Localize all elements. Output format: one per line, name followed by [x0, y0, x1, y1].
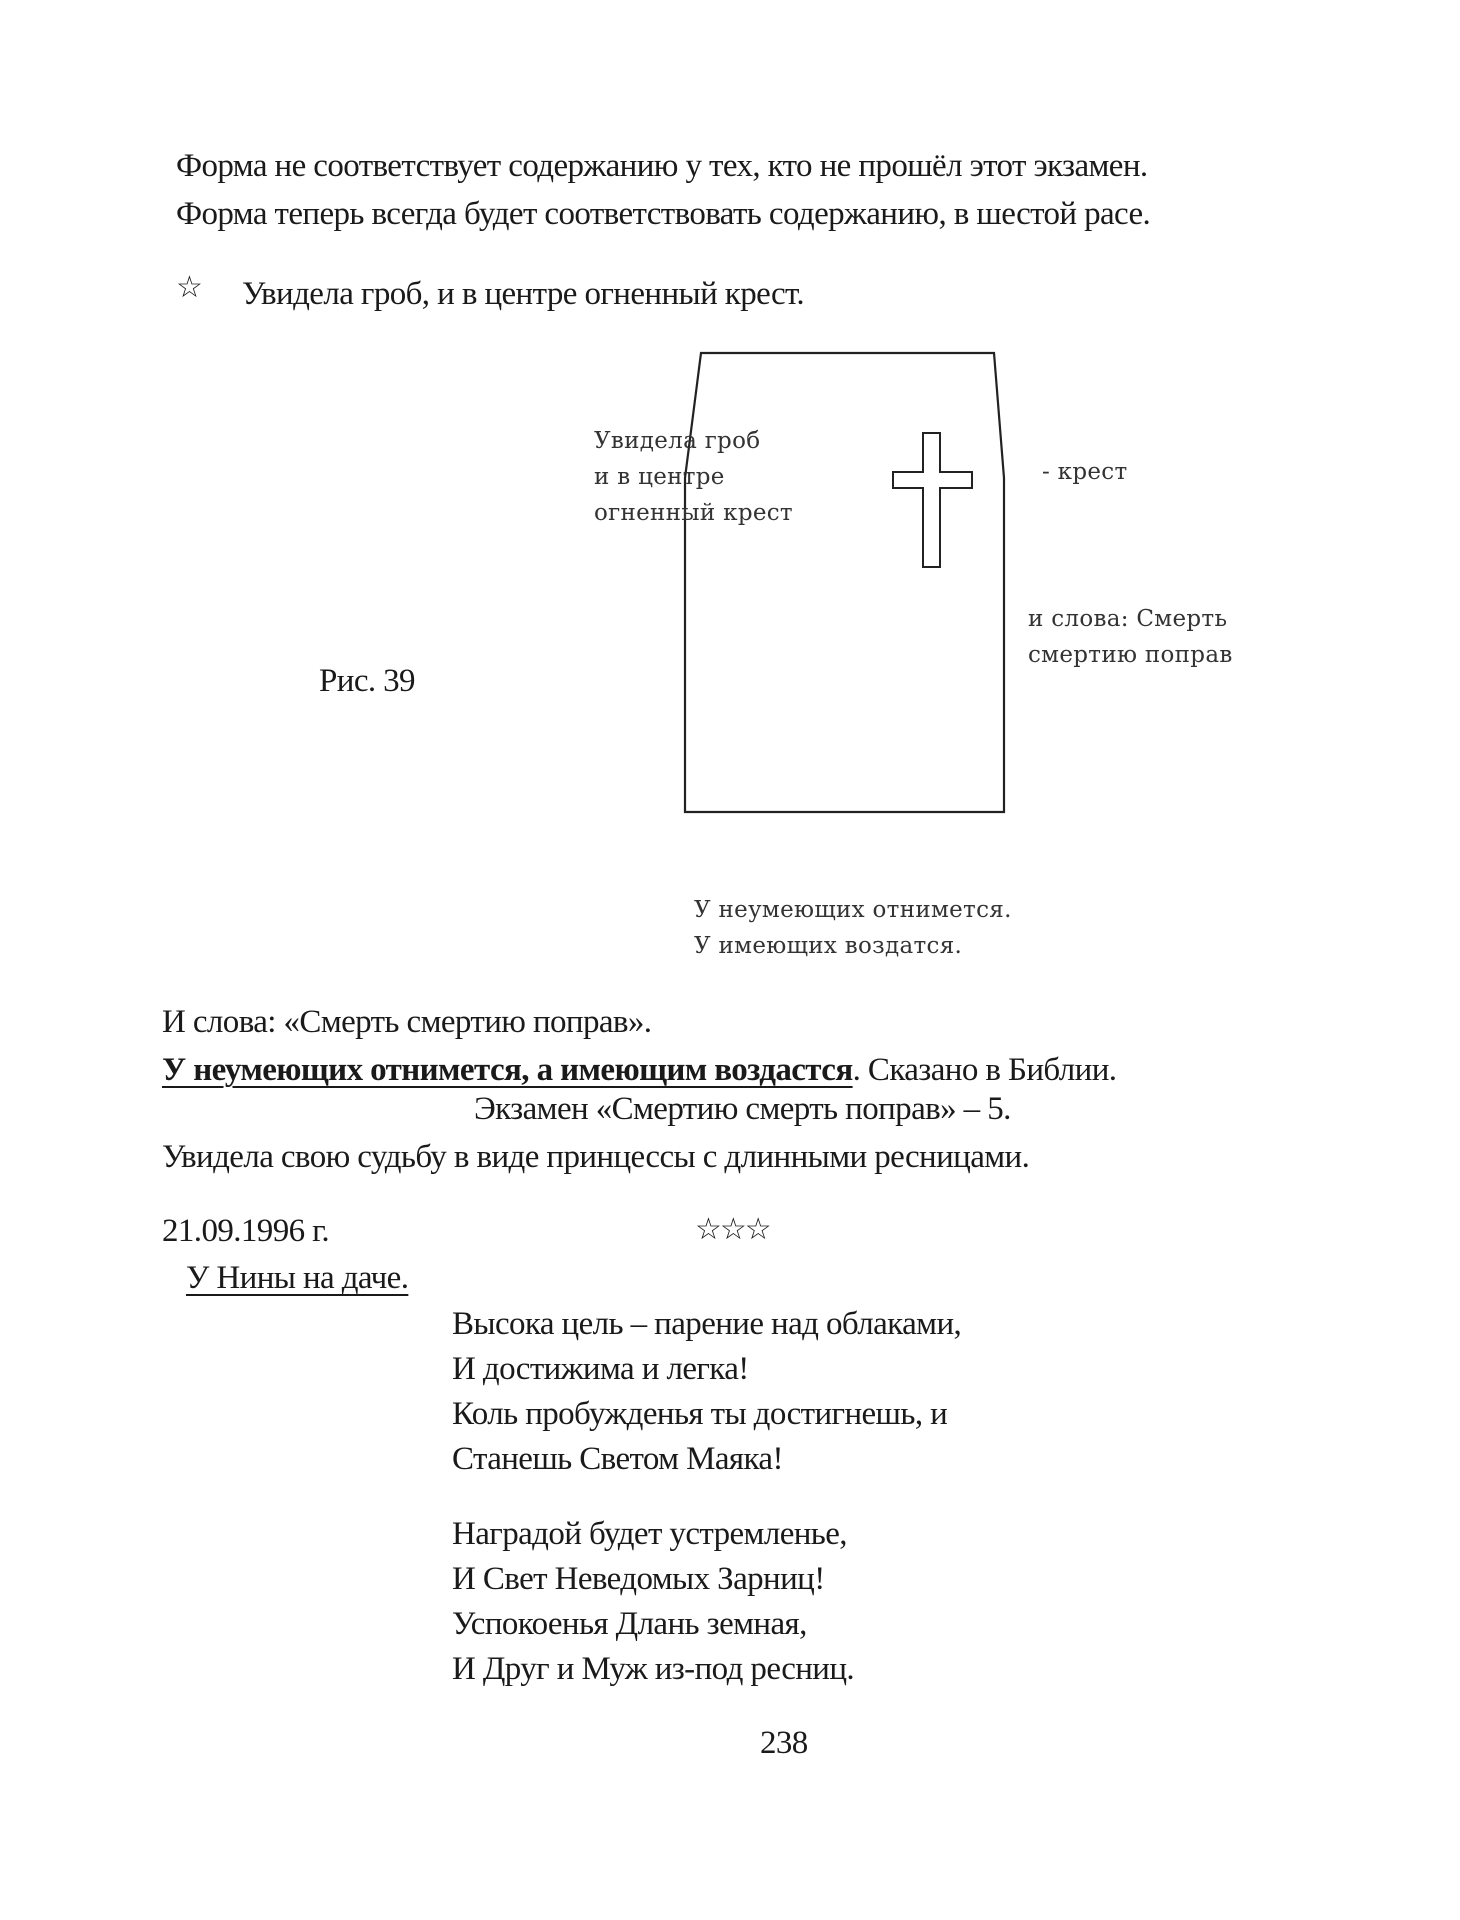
figure-left-label-2: и в центре [594, 464, 725, 490]
poem-line: Высока цель – парение над облаками, [452, 1306, 962, 1342]
figure-right-label-2: смертию поправ [1028, 642, 1233, 668]
poem-line: Наградой будет устремленье, [452, 1516, 847, 1552]
cross-icon [893, 433, 972, 567]
figure-caption: Рис. 39 [319, 663, 415, 699]
coffin-outline [685, 353, 1004, 812]
three-stars-icon: ☆☆☆ [695, 1213, 770, 1246]
paragraph-form-2: Форма теперь всегда будет соответствовать содержанию, в шестой расе. [176, 196, 1151, 232]
figure-cross-label: - крест [1042, 459, 1128, 485]
star-icon: ☆ [176, 271, 203, 304]
bible-quote-emphasis: У неумеющих отнимется, а имеющим воздастся [162, 1052, 853, 1088]
poem-date: 21.09.1996 г. [162, 1213, 330, 1249]
paragraph-form-1: Форма не соответствует содержанию у тех, кто не прошёл этот экзамен. [176, 148, 1148, 184]
poem-line: Успокоенья Длань земная, [452, 1606, 807, 1642]
poem-place: У Нины на даче. [186, 1260, 409, 1296]
page-number: 238 [760, 1725, 808, 1761]
figure-left-label-1: Увидела гроб [594, 428, 761, 454]
poem-line: И Свет Неведомых Зарниц! [452, 1561, 825, 1597]
figure-right-label-1: и слова: Смерть [1028, 606, 1228, 632]
figure-below-label-1: У неумеющих отнимется. [694, 897, 1012, 923]
vision-text: Увидела гроб, и в центре огненный крест. [242, 276, 805, 312]
poem-line: И достижима и легка! [452, 1351, 749, 1387]
poem-line: И Друг и Муж из-под ресниц. [452, 1651, 855, 1687]
exam-line: Экзамен «Смертию смерть поправ» – 5. [474, 1091, 1011, 1127]
bible-quote-line [162, 1054, 1116, 1087]
poem-line: Станешь Светом Маяка! [452, 1441, 783, 1477]
words-line: И слова: «Смерть смертию поправ». [162, 1004, 652, 1040]
poem-line: Коль пробужденья ты достигнешь, и [452, 1396, 948, 1432]
figure-below-label-2: У имеющих воздатся. [694, 933, 963, 959]
destiny-line: Увидела свою судьбу в виде принцессы с длинными ресницами. [162, 1139, 1030, 1175]
figure-left-label-3: огненный крест [594, 500, 793, 526]
bible-quote-source: . Сказано в Библии. [852, 1052, 1117, 1088]
